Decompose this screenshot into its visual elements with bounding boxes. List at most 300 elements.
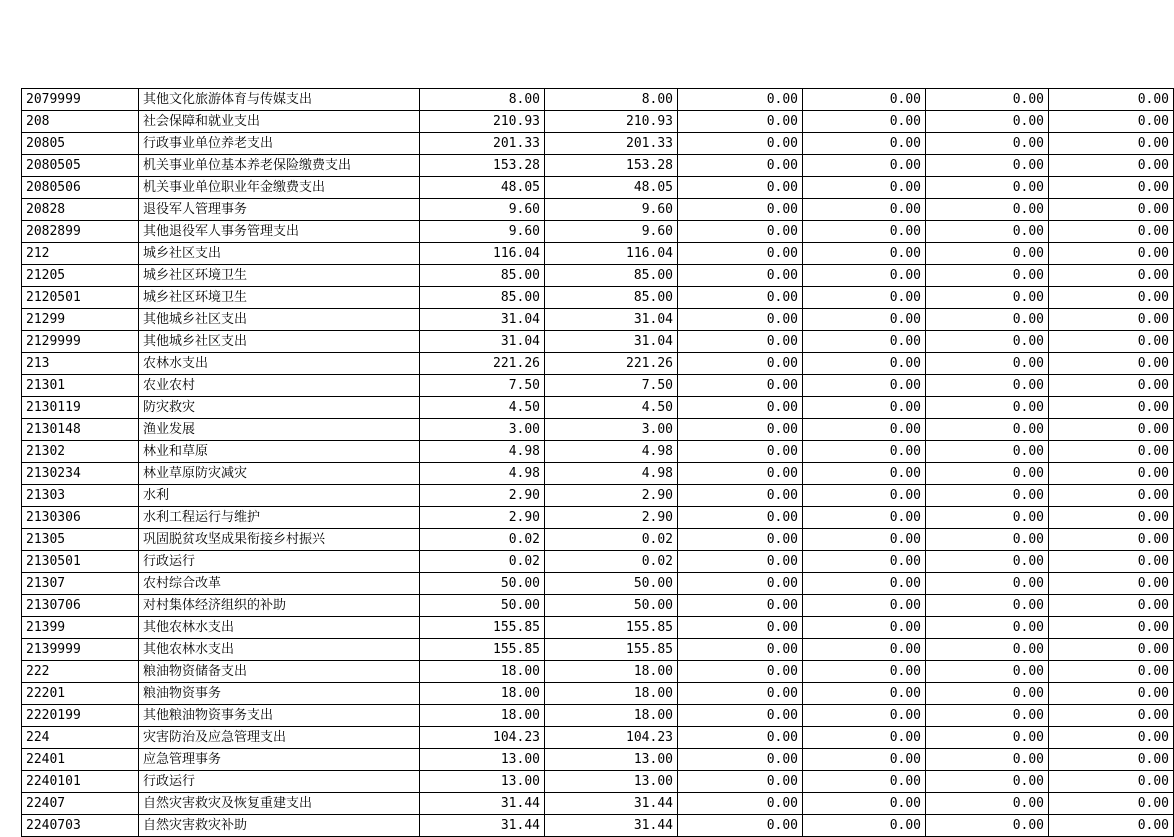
cell-government-fund-budget: 0.00 [678, 749, 803, 771]
cell-state-capital-operation: 0.00 [803, 793, 926, 815]
cell-total: 155.85 [420, 617, 545, 639]
cell-state-capital-operation: 0.00 [803, 155, 926, 177]
table-row [22, 353, 1174, 375]
cell-name: 水利 [139, 485, 420, 507]
cell-government-fund-budget: 0.00 [678, 683, 803, 705]
table-row [22, 265, 1174, 287]
cell-code: 22407 [22, 793, 139, 815]
cell-general-public-budget: 4.98 [545, 441, 678, 463]
table-row [22, 771, 1174, 793]
cell-social-insurance-fund: 0.00 [926, 617, 1049, 639]
cell-code: 2130234 [22, 463, 139, 485]
cell-code: 2130706 [22, 595, 139, 617]
cell-state-capital-operation: 0.00 [803, 441, 926, 463]
cell-total: 3.00 [420, 419, 545, 441]
cell-state-capital-operation: 0.00 [803, 683, 926, 705]
cell-total: 221.26 [420, 353, 545, 375]
cell-total: 18.00 [420, 661, 545, 683]
cell-general-public-budget: 18.00 [545, 683, 678, 705]
cell-state-capital-operation: 0.00 [803, 551, 926, 573]
cell-total: 31.44 [420, 815, 545, 837]
cell-general-public-budget: 4.98 [545, 463, 678, 485]
cell-state-capital-operation: 0.00 [803, 507, 926, 529]
cell-social-insurance-fund: 0.00 [926, 793, 1049, 815]
cell-general-public-budget: 13.00 [545, 771, 678, 793]
cell-total: 48.05 [420, 177, 545, 199]
cell-social-insurance-fund: 0.00 [926, 353, 1049, 375]
cell-government-fund-budget: 0.00 [678, 507, 803, 529]
cell-code: 21205 [22, 265, 139, 287]
cell-social-insurance-fund: 0.00 [926, 551, 1049, 573]
cell-name: 退役军人管理事务 [139, 199, 420, 221]
cell-name: 林业和草原 [139, 441, 420, 463]
cell-other: 0.00 [1049, 661, 1174, 683]
cell-state-capital-operation: 0.00 [803, 727, 926, 749]
cell-social-insurance-fund: 0.00 [926, 89, 1049, 111]
cell-government-fund-budget: 0.00 [678, 485, 803, 507]
cell-name: 城乡社区环境卫生 [139, 265, 420, 287]
cell-code: 2120501 [22, 287, 139, 309]
cell-code: 21305 [22, 529, 139, 551]
cell-total: 4.50 [420, 397, 545, 419]
cell-total: 31.44 [420, 793, 545, 815]
cell-total: 9.60 [420, 221, 545, 243]
cell-name: 粮油物资事务 [139, 683, 420, 705]
cell-general-public-budget: 155.85 [545, 639, 678, 661]
cell-total: 18.00 [420, 683, 545, 705]
cell-total: 201.33 [420, 133, 545, 155]
cell-general-public-budget: 18.00 [545, 705, 678, 727]
cell-government-fund-budget: 0.00 [678, 727, 803, 749]
cell-total: 85.00 [420, 265, 545, 287]
cell-name: 城乡社区环境卫生 [139, 287, 420, 309]
table-row [22, 749, 1174, 771]
cell-government-fund-budget: 0.00 [678, 661, 803, 683]
cell-government-fund-budget: 0.00 [678, 287, 803, 309]
cell-general-public-budget: 85.00 [545, 265, 678, 287]
cell-other: 0.00 [1049, 309, 1174, 331]
cell-social-insurance-fund: 0.00 [926, 749, 1049, 771]
cell-name: 农业农村 [139, 375, 420, 397]
cell-name: 粮油物资储备支出 [139, 661, 420, 683]
cell-other: 0.00 [1049, 89, 1174, 111]
table-row [22, 617, 1174, 639]
cell-code: 20805 [22, 133, 139, 155]
cell-other: 0.00 [1049, 287, 1174, 309]
cell-name: 农村综合改革 [139, 573, 420, 595]
cell-social-insurance-fund: 0.00 [926, 639, 1049, 661]
cell-social-insurance-fund: 0.00 [926, 331, 1049, 353]
cell-name: 农林水支出 [139, 353, 420, 375]
cell-social-insurance-fund: 0.00 [926, 661, 1049, 683]
cell-general-public-budget: 13.00 [545, 749, 678, 771]
cell-name: 对村集体经济组织的补助 [139, 595, 420, 617]
cell-general-public-budget: 50.00 [545, 595, 678, 617]
cell-code: 2220199 [22, 705, 139, 727]
cell-state-capital-operation: 0.00 [803, 353, 926, 375]
table-row [22, 287, 1174, 309]
cell-state-capital-operation: 0.00 [803, 639, 926, 661]
cell-code: 2240703 [22, 815, 139, 837]
cell-state-capital-operation: 0.00 [803, 463, 926, 485]
cell-general-public-budget: 18.00 [545, 661, 678, 683]
table-row [22, 309, 1174, 331]
cell-general-public-budget: 104.23 [545, 727, 678, 749]
cell-other: 0.00 [1049, 815, 1174, 837]
table-row [22, 551, 1174, 573]
cell-government-fund-budget: 0.00 [678, 529, 803, 551]
table-row [22, 507, 1174, 529]
cell-other: 0.00 [1049, 705, 1174, 727]
cell-general-public-budget: 7.50 [545, 375, 678, 397]
cell-code: 2079999 [22, 89, 139, 111]
cell-code: 21399 [22, 617, 139, 639]
table-row [22, 705, 1174, 727]
cell-total: 2.90 [420, 507, 545, 529]
cell-other: 0.00 [1049, 617, 1174, 639]
cell-code: 2129999 [22, 331, 139, 353]
cell-code: 2240101 [22, 771, 139, 793]
cell-social-insurance-fund: 0.00 [926, 375, 1049, 397]
table-row [22, 419, 1174, 441]
cell-code: 21301 [22, 375, 139, 397]
table-row [22, 375, 1174, 397]
cell-general-public-budget: 9.60 [545, 199, 678, 221]
cell-other: 0.00 [1049, 771, 1174, 793]
cell-name: 自然灾害救灾补助 [139, 815, 420, 837]
cell-name: 灾害防治及应急管理支出 [139, 727, 420, 749]
cell-government-fund-budget: 0.00 [678, 793, 803, 815]
cell-social-insurance-fund: 0.00 [926, 463, 1049, 485]
cell-state-capital-operation: 0.00 [803, 265, 926, 287]
cell-government-fund-budget: 0.00 [678, 221, 803, 243]
cell-general-public-budget: 2.90 [545, 485, 678, 507]
cell-government-fund-budget: 0.00 [678, 89, 803, 111]
cell-total: 4.98 [420, 463, 545, 485]
cell-total: 7.50 [420, 375, 545, 397]
cell-name: 城乡社区支出 [139, 243, 420, 265]
table-row [22, 463, 1174, 485]
table-row [22, 199, 1174, 221]
cell-name: 行政运行 [139, 771, 420, 793]
cell-state-capital-operation: 0.00 [803, 595, 926, 617]
cell-general-public-budget: 31.44 [545, 815, 678, 837]
table-row [22, 177, 1174, 199]
cell-social-insurance-fund: 0.00 [926, 309, 1049, 331]
cell-government-fund-budget: 0.00 [678, 815, 803, 837]
cell-other: 0.00 [1049, 507, 1174, 529]
cell-state-capital-operation: 0.00 [803, 815, 926, 837]
cell-total: 85.00 [420, 287, 545, 309]
table-row [22, 133, 1174, 155]
cell-social-insurance-fund: 0.00 [926, 177, 1049, 199]
cell-state-capital-operation: 0.00 [803, 287, 926, 309]
cell-government-fund-budget: 0.00 [678, 375, 803, 397]
table-row [22, 727, 1174, 749]
cell-state-capital-operation: 0.00 [803, 199, 926, 221]
cell-general-public-budget: 50.00 [545, 573, 678, 595]
cell-social-insurance-fund: 0.00 [926, 573, 1049, 595]
cell-social-insurance-fund: 0.00 [926, 243, 1049, 265]
cell-other: 0.00 [1049, 155, 1174, 177]
cell-name: 社会保障和就业支出 [139, 111, 420, 133]
cell-state-capital-operation: 0.00 [803, 243, 926, 265]
cell-total: 153.28 [420, 155, 545, 177]
cell-government-fund-budget: 0.00 [678, 463, 803, 485]
cell-total: 31.04 [420, 331, 545, 353]
cell-other: 0.00 [1049, 265, 1174, 287]
cell-total: 13.00 [420, 749, 545, 771]
cell-code: 21303 [22, 485, 139, 507]
cell-name: 其他退役军人事务管理支出 [139, 221, 420, 243]
cell-social-insurance-fund: 0.00 [926, 485, 1049, 507]
table-row [22, 793, 1174, 815]
cell-general-public-budget: 210.93 [545, 111, 678, 133]
cell-other: 0.00 [1049, 793, 1174, 815]
cell-general-public-budget: 116.04 [545, 243, 678, 265]
cell-general-public-budget: 31.04 [545, 309, 678, 331]
cell-name: 林业草原防灾减灾 [139, 463, 420, 485]
cell-code: 22201 [22, 683, 139, 705]
cell-other: 0.00 [1049, 331, 1174, 353]
table-body [22, 89, 1174, 837]
cell-general-public-budget: 0.02 [545, 551, 678, 573]
cell-government-fund-budget: 0.00 [678, 705, 803, 727]
table-row [22, 331, 1174, 353]
cell-code: 21299 [22, 309, 139, 331]
cell-social-insurance-fund: 0.00 [926, 133, 1049, 155]
cell-government-fund-budget: 0.00 [678, 617, 803, 639]
cell-other: 0.00 [1049, 595, 1174, 617]
cell-state-capital-operation: 0.00 [803, 89, 926, 111]
cell-other: 0.00 [1049, 551, 1174, 573]
cell-other: 0.00 [1049, 111, 1174, 133]
table-row [22, 529, 1174, 551]
cell-government-fund-budget: 0.00 [678, 265, 803, 287]
cell-other: 0.00 [1049, 199, 1174, 221]
cell-government-fund-budget: 0.00 [678, 331, 803, 353]
cell-name: 水利工程运行与维护 [139, 507, 420, 529]
cell-total: 50.00 [420, 573, 545, 595]
cell-government-fund-budget: 0.00 [678, 595, 803, 617]
cell-code: 21307 [22, 573, 139, 595]
cell-other: 0.00 [1049, 573, 1174, 595]
cell-state-capital-operation: 0.00 [803, 177, 926, 199]
cell-other: 0.00 [1049, 485, 1174, 507]
cell-government-fund-budget: 0.00 [678, 111, 803, 133]
cell-name: 其他粮油物资事务支出 [139, 705, 420, 727]
cell-social-insurance-fund: 0.00 [926, 199, 1049, 221]
cell-social-insurance-fund: 0.00 [926, 265, 1049, 287]
cell-social-insurance-fund: 0.00 [926, 397, 1049, 419]
cell-total: 0.02 [420, 551, 545, 573]
table-row [22, 155, 1174, 177]
budget-expenditure-table [21, 88, 1174, 837]
table-row [22, 815, 1174, 837]
cell-other: 0.00 [1049, 353, 1174, 375]
cell-total: 0.02 [420, 529, 545, 551]
table-row [22, 397, 1174, 419]
cell-general-public-budget: 201.33 [545, 133, 678, 155]
cell-total: 13.00 [420, 771, 545, 793]
cell-state-capital-operation: 0.00 [803, 617, 926, 639]
cell-social-insurance-fund: 0.00 [926, 287, 1049, 309]
cell-total: 2.90 [420, 485, 545, 507]
cell-total: 116.04 [420, 243, 545, 265]
cell-other: 0.00 [1049, 727, 1174, 749]
cell-other: 0.00 [1049, 133, 1174, 155]
cell-general-public-budget: 155.85 [545, 617, 678, 639]
cell-total: 9.60 [420, 199, 545, 221]
cell-government-fund-budget: 0.00 [678, 771, 803, 793]
cell-social-insurance-fund: 0.00 [926, 419, 1049, 441]
cell-code: 2130501 [22, 551, 139, 573]
cell-other: 0.00 [1049, 683, 1174, 705]
cell-name: 其他农林水支出 [139, 639, 420, 661]
cell-government-fund-budget: 0.00 [678, 177, 803, 199]
cell-name: 行政事业单位养老支出 [139, 133, 420, 155]
cell-social-insurance-fund: 0.00 [926, 155, 1049, 177]
cell-state-capital-operation: 0.00 [803, 133, 926, 155]
cell-code: 224 [22, 727, 139, 749]
cell-state-capital-operation: 0.00 [803, 573, 926, 595]
cell-government-fund-budget: 0.00 [678, 309, 803, 331]
cell-other: 0.00 [1049, 749, 1174, 771]
cell-code: 213 [22, 353, 139, 375]
cell-social-insurance-fund: 0.00 [926, 221, 1049, 243]
cell-name: 渔业发展 [139, 419, 420, 441]
cell-code: 208 [22, 111, 139, 133]
cell-total: 210.93 [420, 111, 545, 133]
cell-general-public-budget: 48.05 [545, 177, 678, 199]
table-row [22, 683, 1174, 705]
cell-code: 212 [22, 243, 139, 265]
cell-social-insurance-fund: 0.00 [926, 683, 1049, 705]
cell-state-capital-operation: 0.00 [803, 331, 926, 353]
cell-code: 2130119 [22, 397, 139, 419]
cell-other: 0.00 [1049, 529, 1174, 551]
cell-state-capital-operation: 0.00 [803, 375, 926, 397]
cell-name: 机关事业单位基本养老保险缴费支出 [139, 155, 420, 177]
cell-state-capital-operation: 0.00 [803, 397, 926, 419]
cell-state-capital-operation: 0.00 [803, 419, 926, 441]
cell-general-public-budget: 8.00 [545, 89, 678, 111]
cell-general-public-budget: 4.50 [545, 397, 678, 419]
table-row [22, 639, 1174, 661]
cell-name: 巩固脱贫攻坚成果衔接乡村振兴 [139, 529, 420, 551]
cell-general-public-budget: 2.90 [545, 507, 678, 529]
cell-name: 防灾救灾 [139, 397, 420, 419]
cell-social-insurance-fund: 0.00 [926, 595, 1049, 617]
cell-code: 21302 [22, 441, 139, 463]
cell-other: 0.00 [1049, 463, 1174, 485]
cell-social-insurance-fund: 0.00 [926, 507, 1049, 529]
cell-government-fund-budget: 0.00 [678, 199, 803, 221]
cell-general-public-budget: 3.00 [545, 419, 678, 441]
cell-social-insurance-fund: 0.00 [926, 815, 1049, 837]
cell-state-capital-operation: 0.00 [803, 771, 926, 793]
cell-social-insurance-fund: 0.00 [926, 705, 1049, 727]
table-row [22, 111, 1174, 133]
cell-state-capital-operation: 0.00 [803, 111, 926, 133]
cell-general-public-budget: 31.04 [545, 331, 678, 353]
cell-code: 22401 [22, 749, 139, 771]
cell-other: 0.00 [1049, 397, 1174, 419]
cell-name: 应急管理事务 [139, 749, 420, 771]
cell-government-fund-budget: 0.00 [678, 551, 803, 573]
cell-name: 其他城乡社区支出 [139, 331, 420, 353]
cell-social-insurance-fund: 0.00 [926, 529, 1049, 551]
cell-name: 自然灾害救灾及恢复重建支出 [139, 793, 420, 815]
cell-code: 2080505 [22, 155, 139, 177]
table-row [22, 221, 1174, 243]
cell-name: 行政运行 [139, 551, 420, 573]
cell-code: 2139999 [22, 639, 139, 661]
table-row [22, 485, 1174, 507]
cell-name: 其他文化旅游体育与传媒支出 [139, 89, 420, 111]
cell-code: 222 [22, 661, 139, 683]
cell-government-fund-budget: 0.00 [678, 419, 803, 441]
cell-code: 2130148 [22, 419, 139, 441]
table-row [22, 89, 1174, 111]
cell-total: 8.00 [420, 89, 545, 111]
cell-social-insurance-fund: 0.00 [926, 441, 1049, 463]
cell-other: 0.00 [1049, 243, 1174, 265]
cell-code: 20828 [22, 199, 139, 221]
table-row [22, 243, 1174, 265]
cell-government-fund-budget: 0.00 [678, 155, 803, 177]
cell-other: 0.00 [1049, 177, 1174, 199]
cell-general-public-budget: 31.44 [545, 793, 678, 815]
cell-other: 0.00 [1049, 221, 1174, 243]
cell-government-fund-budget: 0.00 [678, 397, 803, 419]
cell-total: 155.85 [420, 639, 545, 661]
cell-general-public-budget: 153.28 [545, 155, 678, 177]
cell-state-capital-operation: 0.00 [803, 749, 926, 771]
cell-total: 18.00 [420, 705, 545, 727]
cell-government-fund-budget: 0.00 [678, 573, 803, 595]
cell-general-public-budget: 0.02 [545, 529, 678, 551]
cell-code: 2082899 [22, 221, 139, 243]
cell-government-fund-budget: 0.00 [678, 243, 803, 265]
cell-total: 31.04 [420, 309, 545, 331]
cell-total: 50.00 [420, 595, 545, 617]
table-row [22, 441, 1174, 463]
cell-total: 104.23 [420, 727, 545, 749]
cell-name: 其他城乡社区支出 [139, 309, 420, 331]
cell-government-fund-budget: 0.00 [678, 441, 803, 463]
cell-other: 0.00 [1049, 419, 1174, 441]
cell-other: 0.00 [1049, 441, 1174, 463]
table-row [22, 595, 1174, 617]
cell-total: 4.98 [420, 441, 545, 463]
cell-name: 其他农林水支出 [139, 617, 420, 639]
cell-general-public-budget: 9.60 [545, 221, 678, 243]
cell-other: 0.00 [1049, 375, 1174, 397]
cell-state-capital-operation: 0.00 [803, 705, 926, 727]
cell-government-fund-budget: 0.00 [678, 353, 803, 375]
cell-state-capital-operation: 0.00 [803, 309, 926, 331]
cell-government-fund-budget: 0.00 [678, 133, 803, 155]
table-row [22, 661, 1174, 683]
cell-state-capital-operation: 0.00 [803, 661, 926, 683]
cell-state-capital-operation: 0.00 [803, 485, 926, 507]
cell-state-capital-operation: 0.00 [803, 221, 926, 243]
table-row [22, 573, 1174, 595]
cell-state-capital-operation: 0.00 [803, 529, 926, 551]
cell-government-fund-budget: 0.00 [678, 639, 803, 661]
cell-code: 2130306 [22, 507, 139, 529]
